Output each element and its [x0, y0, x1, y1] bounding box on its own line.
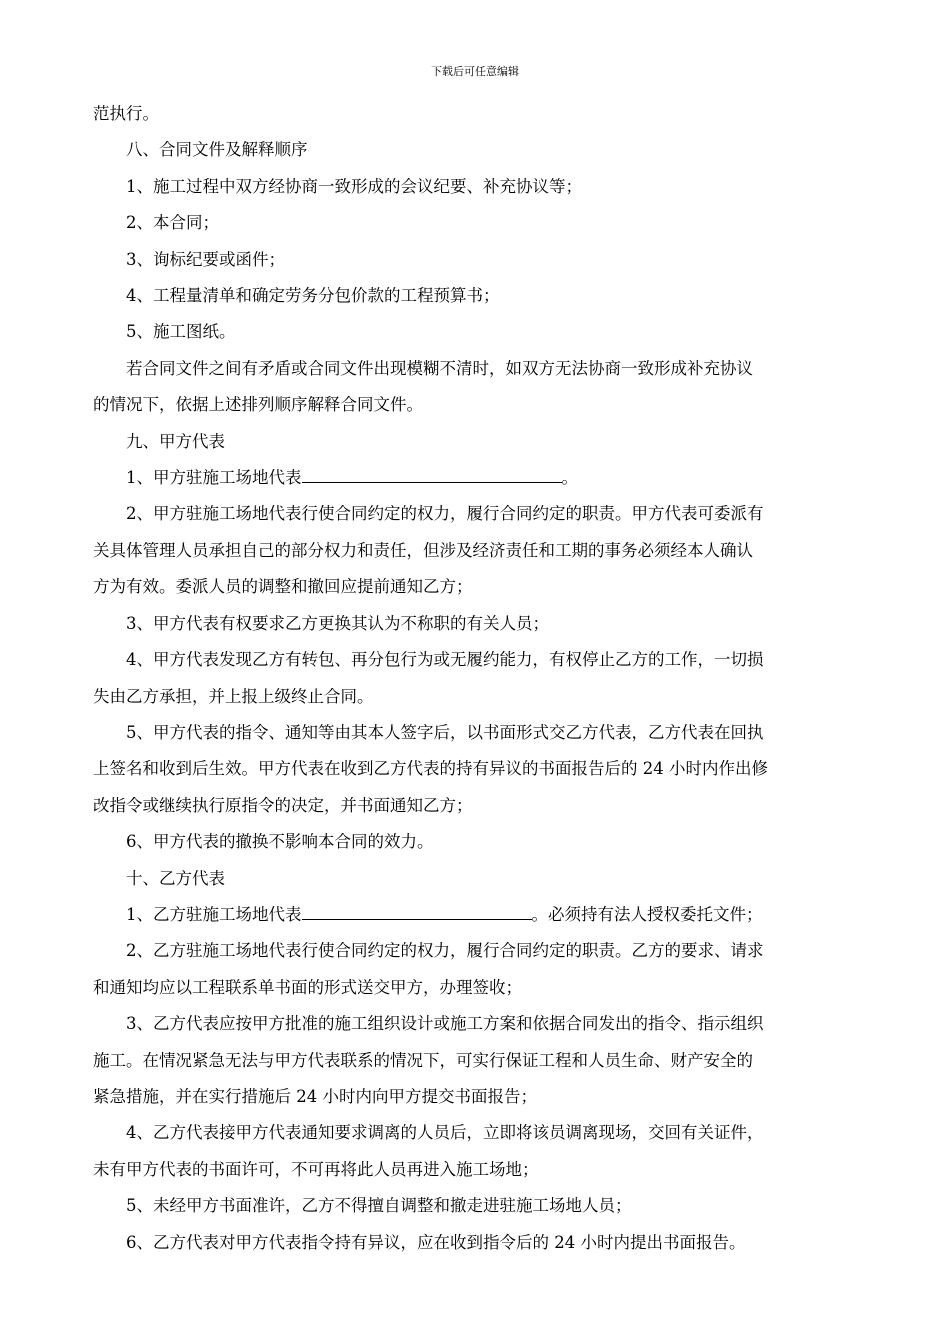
fill-in-blank [302, 468, 562, 483]
text-line: 改指令或继续执行原指令的决定，并书面通知乙方； [93, 795, 473, 815]
text-line: 4、乙方代表接甲方代表通知要求调离的人员后，立即将该员调离现场，交回有关证件， [126, 1123, 764, 1143]
text-line: 2、甲方驻施工场地代表行使合同约定的权力，履行合同约定的职责。甲方代表可委派有 [126, 504, 764, 524]
text-line: 4、工程量清单和确定劳务分包价款的工程预算书； [126, 286, 500, 306]
line-suffix: 。必须持有法人授权委托文件； [531, 904, 763, 924]
text-line: 3、甲方代表有权要求乙方更换其认为不称职的有关人员； [126, 613, 549, 633]
text-line: 和通知均应以工程联系单书面的形式送交甲方，办理签收； [93, 977, 522, 997]
text-line: 6、甲方代表的撤换不影响本合同的效力。 [126, 832, 434, 852]
page-header: 下载后可任意编辑 [431, 65, 519, 78]
text-line: 未有甲方代表的书面许可，不可再将此人员再进入施工场地； [93, 1159, 539, 1179]
document-body [93, 96, 871, 1261]
line-suffix: 。 [561, 468, 578, 488]
line-label: 1、乙方驻施工场地代表 [126, 904, 302, 924]
text-line: 上签名和收到后生效。甲方代表在收到乙方代表的持有异议的书面报告后的 24 小时内作出修 [93, 759, 768, 779]
text-line: 3、乙方代表应按甲方批准的施工组织设计或施工方案和依据合同发出的指令、指示组织 [126, 1014, 764, 1034]
text-line: 八、合同文件及解释顺序 [126, 140, 308, 160]
text-line: 失由乙方承担，并上报上级终止合同。 [93, 686, 374, 706]
text-line: 施工。在情况紧急无法与甲方代表联系的情况下，可实行保证工程和人员生命、财产安全的 [93, 1050, 753, 1070]
text-line: 4、甲方代表发现乙方有转包、再分包行为或无履约能力，有权停止乙方的工作，一切损 [126, 650, 764, 670]
text-line: 的情况下，依据上述排列顺序解释合同文件。 [93, 395, 423, 415]
text-line: 2、乙方驻施工场地代表行使合同约定的权力，履行合同约定的职责。乙方的要求、请求 [126, 941, 764, 961]
text-line: 5、未经甲方书面准许，乙方不得擅自调整和撤走进驻施工场地人员； [126, 1196, 632, 1216]
text-line: 九、甲方代表 [126, 431, 225, 451]
line-label: 1、甲方驻施工场地代表 [126, 468, 302, 488]
text-line [93, 460, 871, 496]
text-line [93, 897, 871, 933]
text-line: 范执行。 [93, 104, 159, 123]
text-line: 紧急措施，并在实行措施后 24 小时内向甲方提交书面报告； [93, 1086, 537, 1106]
text-line: 5、甲方代表的指令、通知等由其本人签字后，以书面形式交乙方代表，乙方代表在回执 [126, 722, 764, 742]
text-line: 3、询标纪要或函件； [126, 249, 285, 269]
text-line: 关具体管理人员承担自己的部分权力和责任，但涉及经济责任和工期的事务必须经本人确认 [93, 540, 753, 560]
text-line: 6、乙方代表对甲方代表指令持有异议，应在收到指令后的 24 小时内提出书面报告。 [126, 1232, 746, 1252]
text-line: 2、本合同； [126, 213, 219, 233]
text-line: 若合同文件之间有矛盾或合同文件出现模糊不清时，如双方无法协商一致形成补充协议 [126, 358, 753, 378]
text-line: 方为有效。委派人员的调整和撤回应提前通知乙方； [93, 577, 473, 597]
text-line: 1、施工过程中双方经协商一致形成的会议纪要、补充协议等； [126, 176, 582, 196]
fill-in-blank [302, 905, 532, 920]
text-line: 十、乙方代表 [126, 868, 225, 888]
text-line: 5、施工图纸。 [126, 322, 236, 342]
